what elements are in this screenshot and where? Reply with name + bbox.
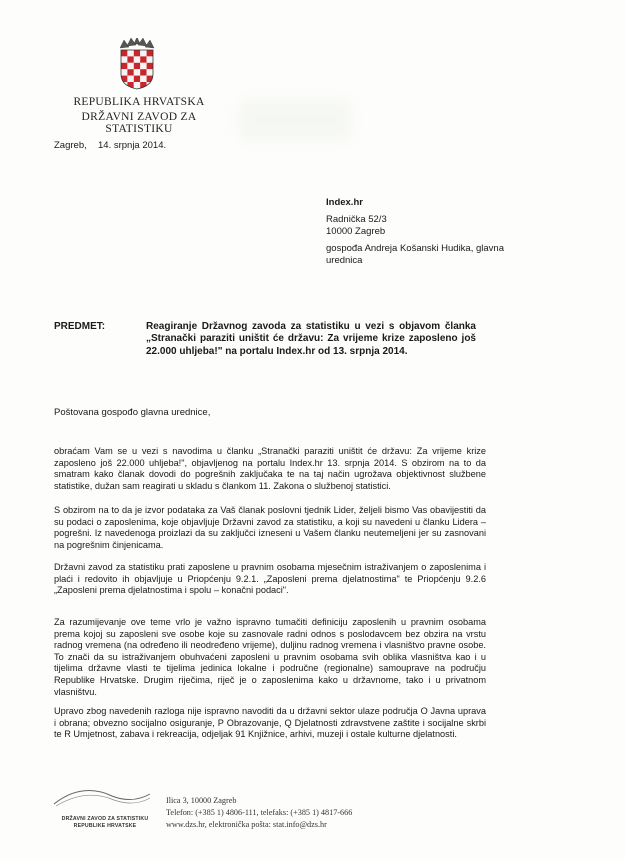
body-paragraph: S obzirom na to da je izvor podataka za Vaš članak poslovni tjednik Lider, željeli bismo Vas obavijestiti da su podaci o zaposlenima, koje objavljuje Državni zavod za statistiku, a koji su navedeni u članku Lidera – pogrešni. Iz navedenoga proizlazi da su zaključci izneseni u Vašem članku neutemeljeni jer su zasnovani na pogrešnim činjenicama. (54, 505, 486, 550)
body-paragraph: Za razumijevanje ove teme vrlo je važno ispravno tumačiti definiciju zaposlenih u pravnim osobama prema kojoj su zaposleni sve osobe koje su zasnovale radni odnos s poslodavcem bez obzira na vrstu radnog vremena (na određeno ili neodređeno vrijeme), duljinu radnog vremena i vlasništvo pravne osobe. To znači da su istraživanjem obuhvaćeni zaposleni u pravnim osobama svih oblika vlasništva kao i u tijelima državne vlasti te tijelima jedinica lokalne i područne (regionalne) samouprave na području Republike Hrvatske. Drugim riječima, riječ je o zaposlenima kako u državnome, tako i u privatnom vlasništvu. (54, 617, 486, 697)
subject-text: Reagiranje Državnog zavoda za statistiku u vezi s objavom članka „Stranački paraziti uništit će državu: Za vrijeme krize zaposleno još 22.000 uhljeba!" na portalu Index.hr od 13. srpnja 2014. (146, 321, 476, 357)
footer-org-line1: DRŽAVNI ZAVOD ZA STATISTIKU (61, 816, 149, 822)
footer-web: www.dzs.hr, elektronička pošta: stat.info@dzs.hr (166, 820, 327, 829)
org-name-line2: DRŽAVNI ZAVOD ZA STATISTIKU (81, 111, 197, 135)
subject-label: PREDMET: (54, 321, 106, 332)
footer-address: Ilica 3, 10000 Zagreb (166, 796, 237, 805)
recipient-name: Index.hr (326, 197, 363, 208)
recipient-address-line1: Radnička 52/3 (326, 214, 387, 225)
letter-date: 14. srpnja 2014. (98, 140, 167, 151)
org-name-line1: REPUBLIKA HRVATSKA (73, 96, 205, 108)
recipient-address-line2: 10000 Zagreb (326, 226, 386, 237)
recipient-person: gospođa Andreja Košanski Hudika, glavna urednica (326, 243, 504, 266)
dzs-logo-icon (52, 786, 152, 808)
body-paragraph: Upravo zbog navedenih razloga nije ispravno navoditi da u državni sektor ulaze područja O Javna uprava i obrana; obvezno socijalno osiguranje, P Obrazovanje, Q Djelatnosti zdravstvene zaštite i socijalne skrbi te R Umjetnost, zabava i rekreacija, odjeljak 91 Knjižnice, arhivi, muzeji i ostale kulturne djelatnosti. (54, 706, 486, 740)
scan-bleed-mark (240, 100, 350, 140)
footer-phone: Telefon: (+385 1) 4806-111, telefaks: (+385 1) 4817-666 (166, 808, 353, 817)
coat-of-arms-icon (118, 38, 156, 90)
body-paragraph: obraćam Vam se u vezi s navodima u članku „Stranački paraziti uništit će državu: Za vrijeme krize zaposleno još 22.000 uhljeba!", objavljenog na portalu Index.hr 13. srpnja 2014. S obzirom na to da smatram kako članak dovodi do pogrešnih zaključaka te na taj način ugrožava objektivnost službene statistike, dužan sam reagirati u skladu s člankom 11. Zakona o službenoj statistici. (54, 446, 486, 491)
footer-org-line2: REPUBLIKE HRVATSKE (73, 823, 137, 829)
salutation: Poštovana gospođo glavna urednice, (54, 407, 211, 418)
body-paragraph: Državni zavod za statistiku prati zaposlene u pravnim osobama mjesečnim istraživanjem o zaposlenima i plaći i redovito ih objavljuje u Priopćenju 9.2.1. „Zaposleni prema djelatnostima" te Priopćenju 9.2.6 „Zaposleni prema djelatnostima i spolu – konačni podaci". (54, 562, 486, 596)
place: Zagreb, (54, 140, 87, 151)
